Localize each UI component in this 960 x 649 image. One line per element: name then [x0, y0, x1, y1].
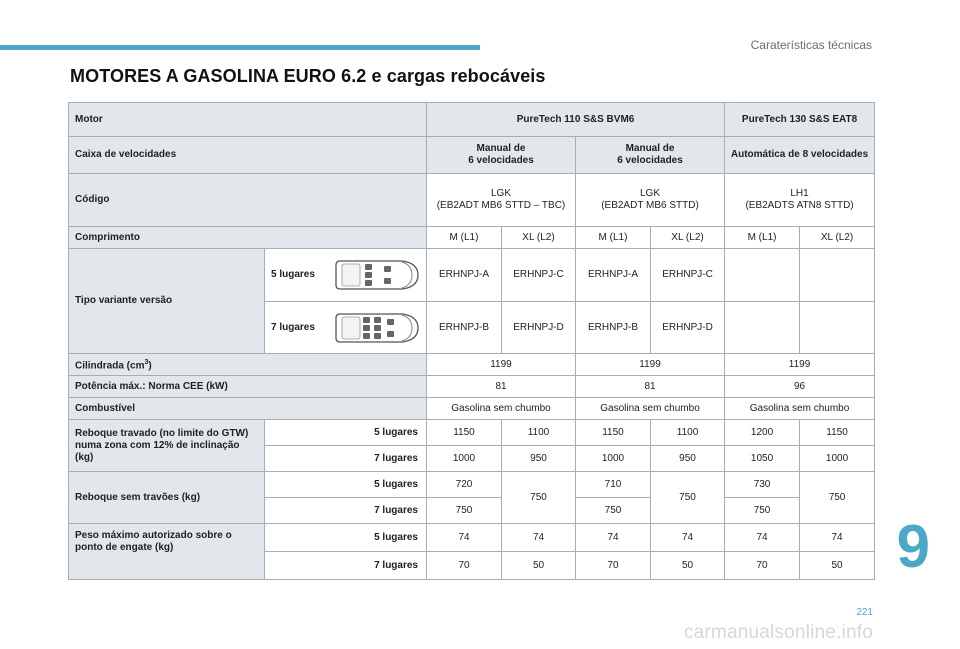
label-power: Potência máx.: Norma CEE (kW) [69, 376, 427, 398]
label-unbraked: Reboque sem travões (kg) [69, 472, 265, 524]
seats-label: 5 lugares [265, 472, 427, 498]
label-motor: Motor [69, 103, 427, 137]
length-cell: XL (L2) [800, 227, 875, 249]
variant-cell: ERHNPJ-D [502, 302, 576, 354]
seats-label: 5 lugares [265, 420, 427, 446]
engine-1-header: PureTech 110 S&S BVM6 [427, 103, 725, 137]
hitch-cell: 74 [576, 524, 651, 552]
variant-cell: ERHNPJ-B [427, 302, 502, 354]
hitch-cell: 74 [502, 524, 576, 552]
unbraked-cell: 710 [576, 472, 651, 498]
variant-cell: ERHNPJ-C [502, 249, 576, 302]
engine-2-header: PureTech 130 S&S EAT8 [725, 103, 875, 137]
variant-cell: ERHNPJ-C [651, 249, 725, 302]
variant-cell: ERHNPJ-B [576, 302, 651, 354]
section-label: Caraterísticas técnicas [750, 38, 872, 52]
seats-label: 7 lugares [271, 321, 315, 333]
variant-cell: ERHNPJ-A [427, 249, 502, 302]
braked-cell: 1050 [725, 446, 800, 472]
seats-label: 7 lugares [265, 552, 427, 580]
label-code: Código [69, 174, 427, 227]
fuel-cell: Gasolina sem chumbo [427, 398, 576, 420]
row-gearbox [69, 137, 875, 174]
hitch-cell: 70 [725, 552, 800, 580]
watermark: carmanualsonline.info [683, 622, 873, 643]
hitch-cell: 70 [427, 552, 502, 580]
row-braked-5 [69, 420, 875, 446]
braked-cell: 1000 [800, 446, 875, 472]
length-cell: M (L1) [427, 227, 502, 249]
displacement-cell: 1199 [725, 354, 875, 376]
braked-cell: 1100 [502, 420, 576, 446]
unbraked-merged-cell: 750 [502, 472, 576, 524]
engine-spec-table [68, 102, 875, 580]
label-length: Comprimento [69, 227, 427, 249]
van-7-seats-icon [332, 310, 422, 346]
gearbox-3: Automática de 8 velocidades [725, 137, 875, 174]
row-displacement [69, 354, 875, 376]
hitch-cell: 74 [800, 524, 875, 552]
seats-cell [265, 302, 427, 354]
row-hitch-5 [69, 524, 875, 552]
label-hitch: Peso máximo autorizado sobre o ponto de engate (kg) [69, 524, 265, 580]
page-title: MOTORES A GASOLINA EURO 6.2 e cargas rebocáveis [70, 66, 546, 86]
braked-cell: 1150 [427, 420, 502, 446]
braked-cell: 950 [502, 446, 576, 472]
variant-cell [725, 249, 800, 302]
label-displacement: Cilindrada $(cm^3)$ [69, 354, 427, 376]
length-cell: XL (L2) [502, 227, 576, 249]
hitch-cell: 50 [800, 552, 875, 580]
row-length [69, 227, 875, 249]
code-1: LGK (EB2ADT MB6 STTD – TBC) [427, 174, 576, 227]
row-fuel [69, 398, 875, 420]
gearbox-1: Manual de 6 velocidades [427, 137, 576, 174]
row-variant-5 [69, 249, 875, 302]
braked-cell: 950 [651, 446, 725, 472]
braked-cell: 1100 [651, 420, 725, 446]
seats-label: 5 lugares [265, 524, 427, 552]
van-5-seats-icon [332, 257, 422, 293]
seats-label: 7 lugares [265, 498, 427, 524]
row-motor [69, 103, 875, 137]
top-accent-bar [0, 45, 480, 50]
code-2: LGK (EB2ADT MB6 STTD) [576, 174, 725, 227]
hitch-cell: 74 [725, 524, 800, 552]
label-variant: Tipo variante versão [69, 249, 265, 354]
variant-cell [800, 302, 875, 354]
label-fuel: Combustível [69, 398, 427, 420]
seats-cell [265, 249, 427, 302]
unbraked-cell: 750 [725, 498, 800, 524]
gearbox-2: Manual de 6 velocidades [576, 137, 725, 174]
page-number: 221 [856, 607, 873, 618]
row-power [69, 376, 875, 398]
label-gearbox: Caixa de velocidades [69, 137, 427, 174]
length-cell: XL (L2) [651, 227, 725, 249]
braked-cell: 1150 [800, 420, 875, 446]
unbraked-cell: 720 [427, 472, 502, 498]
label-braked: Reboque travado (no limite do GTW) numa zona com 12% de inclinação (kg) [69, 420, 265, 472]
variant-cell: ERHNPJ-D [651, 302, 725, 354]
unbraked-cell: 750 [427, 498, 502, 524]
variant-cell: ERHNPJ-A [576, 249, 651, 302]
hitch-cell: 50 [502, 552, 576, 580]
displacement-cell: 1199 [427, 354, 576, 376]
power-cell: 81 [576, 376, 725, 398]
row-unbraked-5 [69, 472, 875, 498]
unbraked-cell: 730 [725, 472, 800, 498]
hitch-cell: 74 [427, 524, 502, 552]
code-3: LH1 (EB2ADTS ATN8 STTD) [725, 174, 875, 227]
power-cell: 81 [427, 376, 576, 398]
braked-cell: 1000 [427, 446, 502, 472]
braked-cell: 1200 [725, 420, 800, 446]
unbraked-merged-cell: 750 [800, 472, 875, 524]
row-code [69, 174, 875, 227]
unbraked-merged-cell: 750 [651, 472, 725, 524]
displacement-cell: 1199 [576, 354, 725, 376]
seats-label: 7 lugares [265, 446, 427, 472]
fuel-cell: Gasolina sem chumbo [576, 398, 725, 420]
power-cell: 96 [725, 376, 875, 398]
fuel-cell: Gasolina sem chumbo [725, 398, 875, 420]
unbraked-cell: 750 [576, 498, 651, 524]
variant-cell [800, 249, 875, 302]
hitch-cell: 70 [576, 552, 651, 580]
braked-cell: 1000 [576, 446, 651, 472]
chapter-number: 9 [896, 513, 930, 580]
length-cell: M (L1) [725, 227, 800, 249]
braked-cell: 1150 [576, 420, 651, 446]
seats-label: 5 lugares [271, 269, 315, 280]
hitch-cell: 50 [651, 552, 725, 580]
length-cell: M (L1) [576, 227, 651, 249]
variant-cell [725, 302, 800, 354]
hitch-cell: 74 [651, 524, 725, 552]
